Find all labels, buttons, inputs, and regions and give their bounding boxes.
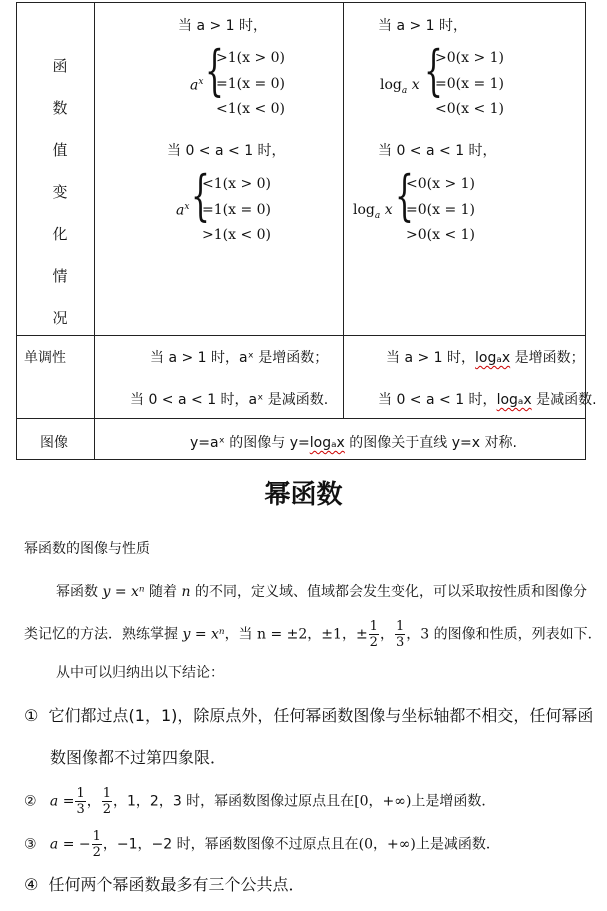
conclusion-2: ② a = $\frac{1}{3}$ ， $\frac{1}{2}$ ，1，2，3 时，幂函数图像过原点且在[0，+∞)上是增函数．: [24, 786, 496, 817]
conclusion-3: ③ a = − $\frac{1}{2}$ ，−1，−2 时，幂函数图像不过原点且在(0，+∞)上是减函数．: [24, 829, 500, 860]
log-lt1-brace: {: [395, 164, 414, 227]
monotonic-row-label: 单调性: [24, 350, 66, 366]
log-gt1-brace: {: [424, 39, 443, 102]
log-lt1-case-1: <0(x > 1): [406, 176, 475, 192]
table-row-divider-2: [16, 418, 586, 419]
conclusion-1-continued: 数图像都不过第四象限．: [50, 748, 227, 767]
exp-lt1-case-2: =1(x = 0): [202, 202, 271, 218]
graph-symmetry-text: y=aˣ 的图像与 y=logₐx 的图像关于直线 y=x 对称.: [190, 435, 517, 451]
row-label-char: 函: [52, 57, 68, 75]
paragraph-2: 类记忆的方法．熟练掌握 y = xⁿ，当 n = ±2，±1，± $\frac{1}{2}$ ， $\frac{1}{3}$ ，3 的图像和性质，列表如下．: [24, 619, 602, 650]
row-label-char: 情: [52, 267, 68, 285]
exp-condition-gt1: 当 a > 1 时，: [178, 18, 268, 34]
exp-gt1-case-2: =1(x = 0): [216, 76, 285, 92]
mono-exp-decreasing: 当 0 < a < 1 时，aˣ 是减函数.: [130, 392, 329, 408]
log-gt1-case-1: >0(x > 1): [435, 50, 504, 66]
table-row-divider-1: [16, 335, 586, 336]
exp-lt1-case-3: >1(x < 0): [202, 227, 271, 243]
log-function-label: $\log_a x$: [380, 77, 420, 96]
mono-log-increasing: 当 a > 1 时，logₐx 是增函数；: [386, 350, 585, 366]
paragraph-1: 幂函数 y = xⁿ 随着 n 的不同，定义域、值域都会发生变化，可以采取按性质和图像分: [56, 584, 587, 600]
exp-lt1-case-1: <1(x > 0): [202, 176, 271, 192]
log-gt1-case-3: <0(x < 1): [435, 101, 504, 117]
log-condition-gt1: 当 a > 1 时，: [378, 18, 468, 34]
row-label-char: 值: [52, 141, 68, 159]
table-col-divider-1: [94, 2, 95, 460]
table-col-divider-2: [343, 2, 344, 418]
log-condition-lt1: 当 0 < a < 1 时，: [378, 143, 497, 159]
mono-log-decreasing: 当 0 < a < 1 时，logₐx 是减函数.: [378, 392, 597, 408]
log-function-label-2: $\log_a x$: [353, 202, 393, 221]
conclusion-1: ① 它们都过点(1，1)，除原点外，任何幂函数图像与坐标轴都不相交，任何幂函: [24, 706, 594, 725]
conclusion-4: ④ 任何两个幂函数最多有三个公共点．: [24, 875, 305, 894]
graph-row-label: 图像: [40, 435, 68, 451]
paragraph-3: 从中可以归纳出以下结论：: [56, 665, 224, 681]
row-label-char: 化: [52, 225, 68, 243]
mono-exp-increasing: 当 a > 1 时，aˣ 是增函数；: [150, 350, 329, 366]
log-lt1-case-3: >0(x < 1): [406, 227, 475, 243]
row-label-char: 变: [52, 183, 68, 201]
exp-function-label-2: $a^x$: [176, 202, 190, 219]
exp-condition-lt1: 当 0 < a < 1 时，: [167, 143, 286, 159]
row-label-char: 数: [52, 99, 68, 117]
row-label-char: 况: [52, 309, 68, 327]
exp-lt1-brace: {: [191, 164, 210, 227]
log-gt1-case-2: =0(x = 1): [435, 76, 504, 92]
section-title: 幂函数: [264, 480, 343, 510]
exp-gt1-brace: {: [205, 39, 224, 102]
exp-gt1-case-3: <1(x < 0): [216, 101, 285, 117]
exp-gt1-case-1: >1(x > 0): [216, 50, 285, 66]
exp-function-label: $a^x$: [190, 77, 204, 94]
section-subtitle: 幂函数的图像与性质: [24, 541, 150, 557]
log-lt1-case-2: =0(x = 1): [406, 202, 475, 218]
